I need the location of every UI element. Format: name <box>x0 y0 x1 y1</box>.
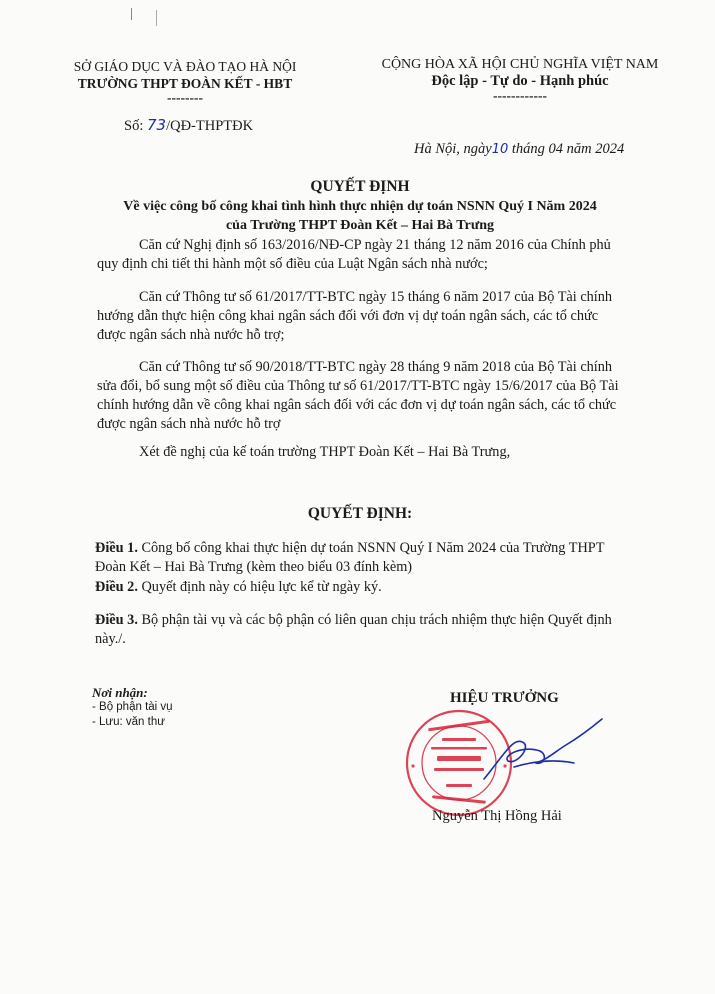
document-number <box>124 116 253 135</box>
article-3-label: Điều 3. <box>95 612 138 628</box>
signer-name: Nguyễn Thị Hồng Hải <box>432 808 562 824</box>
header-right-divider: ------------ <box>493 88 547 103</box>
school-name: TRƯỜNG THPT ĐOÀN KẾT - HBT <box>77 76 293 91</box>
decision-heading: QUYẾT ĐỊNH: <box>307 505 413 522</box>
document-date <box>414 141 624 158</box>
scan-mark <box>131 8 132 20</box>
number-prefix: Số: <box>124 118 144 134</box>
preamble-1: Căn cứ Nghị định số 163/2016/NĐ-CP ngày 21 tháng 12 năm 2016 của Chính phủ quy định chi tiết thi hành một số điều của Luật Ngân sách nhà nước; <box>97 237 611 272</box>
national-title: CỘNG HÒA XÃ HỘI CHỦ NGHĨA VIỆT NAM <box>381 57 659 72</box>
article-2 <box>95 578 623 597</box>
preamble-2: Căn cứ Thông tư số 61/2017/TT-BTC ngày 15 tháng 6 năm 2017 của Bộ Tài chính hướng dẫn thực hiện công khai ngân sách đối với đơn vị dự toán ngân sách, các tổ chức được ngân sách nhà nước hỗ trợ; <box>97 289 613 343</box>
preamble-4: Xét đề nghị của kế toán trường THPT Đoàn Kết – Hai Bà Trưng, <box>139 444 511 460</box>
header-right <box>360 56 680 102</box>
signature-scribble <box>444 715 604 785</box>
recipients-heading: Nơi nhận: <box>92 685 148 700</box>
national-motto: Độc lập - Tự do - Hạnh phúc <box>431 73 609 89</box>
article-1-text: Công bố công khai thực hiện dự toán NSNN Quý I Năm 2024 của Trường THPT Đoàn Kết – Hai Bà Trưng (kèm theo biểu 03 đính kèm) <box>95 540 605 575</box>
decision-subject-line2: của Trường THPT Đoàn Kết – Hai Bà Trưng <box>225 218 495 233</box>
preamble-3: Căn cứ Thông tư số 90/2018/TT-BTC ngày 28 tháng 9 năm 2018 của Bộ Tài chính sửa đổi, bổ sung một số điều của Thông tư số 61/2017/TT-BTC ngày 15/6/2017 của Bộ Tài chính hướng dẫn về công khai ngân sách đối với các đơn vị dự toán ngân sách, các tổ chức được ngân sách nhà nước hỗ trợ <box>97 359 619 432</box>
date-suffix: tháng 04 năm 2024 <box>508 141 625 157</box>
recipients <box>92 685 173 730</box>
decision-title: QUYẾT ĐỊNH <box>310 178 410 195</box>
article-1 <box>95 539 623 577</box>
header-left-divider: -------- <box>167 90 203 105</box>
article-3-text: Bộ phận tài vụ và các bộ phận có liên quan chịu trách nhiệm thực hiện Quyết định này./. <box>95 612 612 647</box>
recipient-item: - Bộ phận tài vụ <box>92 701 173 713</box>
ministry-name: SỞ GIÁO DỤC VÀ ĐÀO TẠO HÀ NỘI <box>73 59 297 74</box>
article-1-label: Điều 1. <box>95 540 138 556</box>
signer-title: HIỆU TRƯỞNG <box>450 690 559 706</box>
number-handwritten: 73 <box>146 116 167 134</box>
date-day-handwritten: 10 <box>491 142 509 157</box>
decision-subject-line1: Về việc công bố công khai tình hình thực nhiện dự toán NSNN Quý I Năm 2024 <box>123 199 597 214</box>
date-prefix: Hà Nội, ngày <box>414 141 492 157</box>
number-suffix: /QĐ-THPTĐK <box>166 118 254 134</box>
article-2-text: Quyết định này có hiệu lực kể từ ngày ký. <box>137 579 382 595</box>
article-3 <box>95 611 623 649</box>
header-left <box>60 58 310 104</box>
recipient-item: - Lưu: văn thư <box>92 716 165 728</box>
article-2-label: Điều 2. <box>95 579 138 595</box>
decision-title-block <box>60 178 660 235</box>
scan-mark <box>156 10 157 26</box>
